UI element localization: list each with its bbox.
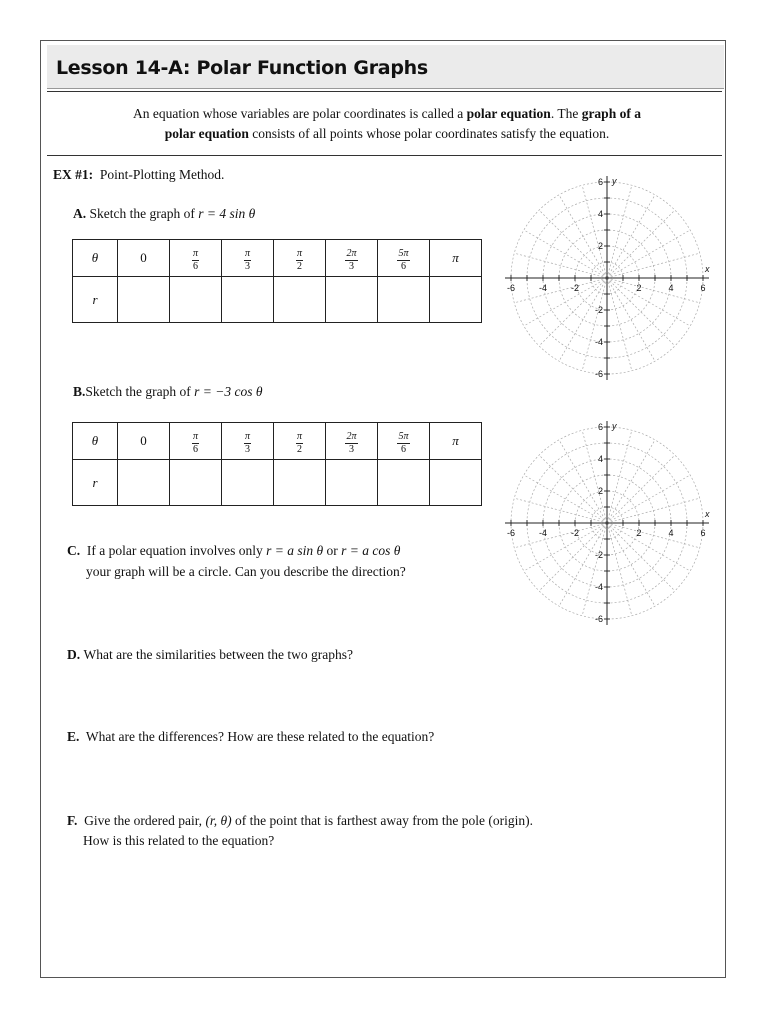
part-c-or: or bbox=[323, 543, 342, 558]
part-b-label: B. bbox=[73, 384, 86, 399]
title-bar bbox=[47, 45, 724, 89]
x-tick-label: -2 bbox=[570, 283, 580, 293]
x-tick-label: 6 bbox=[700, 283, 706, 293]
x-tick-label: 2 bbox=[636, 528, 642, 538]
part-e-prompt bbox=[67, 729, 434, 745]
table-a-2pi-3: $\frac{2\pi}{3}$ bbox=[326, 240, 378, 277]
y-axis-label: y bbox=[612, 176, 617, 186]
table-b-2pi-3: $\frac{2\pi}{3}$ bbox=[326, 423, 378, 460]
x-tick-label: 6 bbox=[700, 528, 706, 538]
polar-ray bbox=[582, 523, 607, 616]
x-tick-label: -4 bbox=[538, 283, 548, 293]
part-c-line-1 bbox=[67, 543, 400, 559]
table-a-r-cell[interactable] bbox=[118, 277, 170, 323]
polar-ray bbox=[524, 230, 607, 278]
table-b-r-cell[interactable] bbox=[326, 460, 378, 506]
y-tick-label: -4 bbox=[594, 337, 603, 347]
table-a-r-cell[interactable] bbox=[378, 277, 430, 323]
table-b-r-cell[interactable] bbox=[170, 460, 222, 506]
intro-text-2: . The bbox=[550, 106, 582, 121]
table-a-r-cell[interactable] bbox=[170, 277, 222, 323]
polar-ray bbox=[607, 278, 690, 326]
x-tick-label: 4 bbox=[668, 283, 674, 293]
x-tick-label: -4 bbox=[538, 528, 548, 538]
part-d-label: D. bbox=[67, 647, 81, 662]
table-b bbox=[72, 422, 482, 506]
polar-ray bbox=[582, 185, 607, 278]
example-label: EX #1: bbox=[53, 167, 94, 182]
part-f-text-1: Give the ordered pair, bbox=[84, 813, 206, 828]
polar-ray bbox=[514, 253, 607, 278]
part-c-label: C. bbox=[67, 543, 81, 558]
polar-ray bbox=[559, 523, 607, 606]
table-b-r-cell[interactable] bbox=[274, 460, 326, 506]
table-b-r-row bbox=[73, 460, 482, 506]
part-a-prompt bbox=[73, 206, 255, 222]
y-tick-label: 4 bbox=[597, 209, 603, 219]
table-a-theta-header: θ bbox=[73, 240, 118, 277]
polar-ray bbox=[539, 455, 607, 523]
part-c-text-1: If a polar equation involves only bbox=[86, 543, 267, 558]
x-axis-label: x bbox=[705, 264, 710, 274]
y-tick-label: 2 bbox=[597, 241, 603, 251]
part-e-label: E. bbox=[67, 729, 80, 744]
table-a bbox=[72, 239, 482, 323]
table-b-r-header: r bbox=[73, 460, 118, 506]
table-a-theta-row bbox=[73, 240, 482, 277]
table-a-zero: 0 bbox=[118, 240, 170, 277]
part-f-text-2: of the point that is farthest away from the pole (origin). bbox=[231, 813, 533, 828]
intro-bold-2: graph of a bbox=[581, 106, 641, 121]
intro-text-3: consists of all points whose polar coordinates satisfy the equation. bbox=[248, 126, 610, 141]
part-f-line-1 bbox=[67, 813, 533, 829]
intro-definition bbox=[71, 104, 703, 144]
polar-ray bbox=[607, 523, 690, 571]
polar-ray bbox=[582, 430, 607, 523]
table-b-zero: 0 bbox=[118, 423, 170, 460]
part-c-equation-2: r = a cos θ bbox=[341, 543, 401, 558]
part-b-text: Sketch the graph of bbox=[85, 384, 195, 399]
polar-ray bbox=[524, 475, 607, 523]
y-tick-label: 6 bbox=[597, 177, 603, 187]
polar-ray bbox=[539, 210, 607, 278]
x-tick-label: 4 bbox=[668, 528, 674, 538]
table-a-r-cell[interactable] bbox=[326, 277, 378, 323]
polar-grid-a[interactable] bbox=[506, 171, 711, 383]
x-tick-label: -6 bbox=[506, 528, 516, 538]
intro-text-1: An equation whose variables are polar coordinates is called a bbox=[133, 106, 467, 121]
polar-ray bbox=[582, 278, 607, 371]
part-b-prompt bbox=[73, 384, 262, 400]
y-tick-label: -4 bbox=[594, 582, 603, 592]
lesson-title: Lesson 14-A: Polar Function Graphs bbox=[56, 57, 428, 79]
x-tick-label: 2 bbox=[636, 283, 642, 293]
table-a-5pi-6: $\frac{5\pi}{6}$ bbox=[378, 240, 430, 277]
polar-grid-b[interactable] bbox=[506, 416, 711, 628]
table-b-theta-row bbox=[73, 423, 482, 460]
table-b-pi: π bbox=[430, 423, 482, 460]
table-a-r-cell[interactable] bbox=[222, 277, 274, 323]
part-b-equation: r = −3 cos θ bbox=[194, 384, 263, 399]
part-a-label: A. bbox=[73, 206, 87, 221]
x-tick-label: -6 bbox=[506, 283, 516, 293]
y-tick-label: 2 bbox=[597, 486, 603, 496]
polar-ray bbox=[607, 475, 690, 523]
table-a-pi: π bbox=[430, 240, 482, 277]
x-tick-label: -2 bbox=[570, 528, 580, 538]
part-f-line-2: How is this related to the equation? bbox=[83, 833, 275, 848]
y-tick-label: -2 bbox=[594, 550, 603, 560]
intro-bold-3: polar equation bbox=[164, 126, 249, 141]
table-a-pi-3: $\frac{\pi}{3}$ bbox=[222, 240, 274, 277]
polar-ray bbox=[607, 455, 675, 523]
table-a-pi-6: $\frac{\pi}{6}$ bbox=[170, 240, 222, 277]
y-tick-label: -2 bbox=[594, 305, 603, 315]
y-tick-label: -6 bbox=[594, 369, 603, 379]
polar-ray bbox=[607, 230, 690, 278]
y-tick-label: 4 bbox=[597, 454, 603, 464]
y-tick-label: -6 bbox=[594, 614, 603, 624]
part-d-text: What are the similarities between the two graphs? bbox=[83, 647, 354, 662]
table-b-r-cell[interactable] bbox=[222, 460, 274, 506]
part-d-prompt bbox=[67, 647, 353, 663]
table-b-pi-2: $\frac{\pi}{2}$ bbox=[274, 423, 326, 460]
table-b-r-cell[interactable] bbox=[378, 460, 430, 506]
polar-ray bbox=[607, 523, 655, 606]
worksheet-page bbox=[40, 40, 726, 978]
part-e-text: What are the differences? How are these related to the equation? bbox=[85, 729, 435, 744]
polar-ray bbox=[607, 440, 655, 523]
table-a-r-header: r bbox=[73, 277, 118, 323]
table-b-theta-header: θ bbox=[73, 423, 118, 460]
table-a-r-cell[interactable] bbox=[274, 277, 326, 323]
table-b-pi-6: $\frac{\pi}{6}$ bbox=[170, 423, 222, 460]
polar-ray bbox=[514, 498, 607, 523]
title-divider bbox=[47, 91, 722, 92]
table-a-pi-2: $\frac{\pi}{2}$ bbox=[274, 240, 326, 277]
table-a-r-cell[interactable] bbox=[430, 277, 482, 323]
example-heading bbox=[53, 167, 224, 183]
part-c-equation-1: r = a sin θ bbox=[266, 543, 324, 558]
example-text: Point-Plotting Method. bbox=[99, 167, 225, 182]
part-f-label: F. bbox=[67, 813, 78, 828]
table-b-r-cell[interactable] bbox=[118, 460, 170, 506]
intro-divider bbox=[47, 155, 722, 156]
part-f-pair: (r, θ) bbox=[205, 813, 232, 828]
table-b-r-cell[interactable] bbox=[430, 460, 482, 506]
part-a-equation: r = 4 sin θ bbox=[198, 206, 256, 221]
polar-ray bbox=[607, 195, 655, 278]
polar-ray bbox=[607, 210, 675, 278]
intro-bold-1: polar equation bbox=[466, 106, 551, 121]
y-tick-label: 6 bbox=[597, 422, 603, 432]
polar-ray bbox=[514, 523, 607, 548]
part-a-text: Sketch the graph of bbox=[89, 206, 199, 221]
x-axis-label: x bbox=[705, 509, 710, 519]
table-b-5pi-6: $\frac{5\pi}{6}$ bbox=[378, 423, 430, 460]
table-b-pi-3: $\frac{\pi}{3}$ bbox=[222, 423, 274, 460]
part-c-line-2: your graph will be a circle. Can you describe the direction? bbox=[86, 564, 406, 579]
y-axis-label: y bbox=[612, 421, 617, 431]
table-a-r-row bbox=[73, 277, 482, 323]
polar-ray bbox=[559, 278, 607, 361]
polar-ray bbox=[607, 278, 655, 361]
